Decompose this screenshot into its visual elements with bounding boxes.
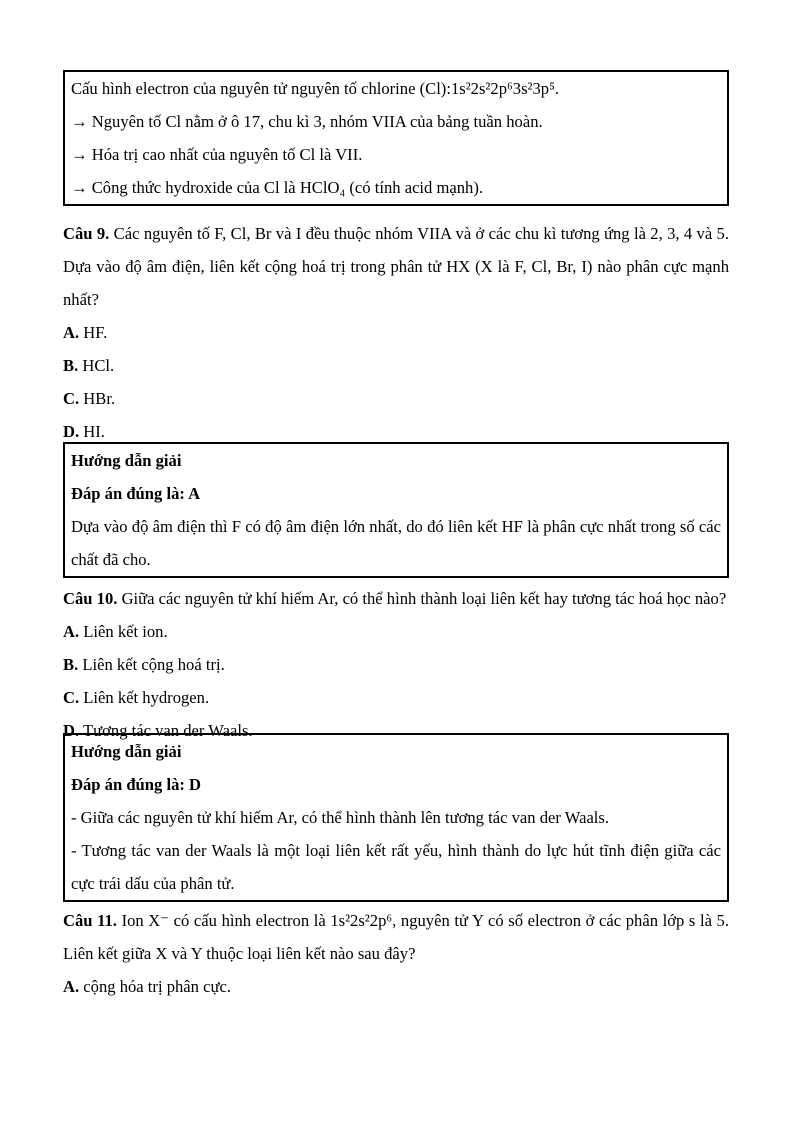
intro-line-3: → Hóa trị cao nhất của nguyên tố Cl là VII. (71, 145, 363, 164)
option-text: cộng hóa trị phân cực. (83, 977, 231, 996)
question-10-body: Giữa các nguyên tử khí hiếm Ar, có thể hình thành loại liên kết hay tương tác hoá học nào? (121, 589, 727, 608)
question-11-text (63, 904, 729, 970)
option-label: D. (63, 721, 80, 740)
question-9-text (63, 217, 729, 316)
solution-heading: Hướng dẫn giải (71, 742, 182, 761)
question-9-number: Câu 9. (63, 224, 110, 243)
solution-box-question-10 (63, 733, 729, 902)
option-label: A. (63, 977, 80, 996)
option-label: B. (63, 356, 79, 375)
question-9-option-c (63, 382, 729, 415)
option-label: A. (63, 323, 80, 342)
question-9-option-b (63, 349, 729, 382)
option-text: HF. (83, 323, 108, 342)
option-label: D. (63, 422, 80, 441)
question-11-number: Câu 11. (63, 911, 117, 930)
intro-box (63, 70, 729, 206)
correct-answer-line: Đáp án đúng là: D (71, 775, 202, 794)
option-label: B. (63, 655, 79, 674)
intro-line-2: → Nguyên tố Cl nằm ở ô 17, chu kì 3, nhóm VIIA của bảng tuần hoàn. (71, 112, 543, 131)
option-label: C. (63, 389, 80, 408)
intro-line-1: Cấu hình electron của nguyên tử nguyên tố chlorine (Cl):1s²2s²2p⁶3s²3p⁵. (71, 79, 560, 98)
correct-answer-line: Đáp án đúng là: A (71, 484, 201, 503)
solution-explanation-1: - Giữa các nguyên tử khí hiếm Ar, có thể hình thành lên tương tác van der Waals. (71, 808, 610, 827)
option-text: HBr. (83, 389, 116, 408)
option-text: HCl. (82, 356, 115, 375)
solution-heading: Hướng dẫn giải (71, 451, 182, 470)
question-9-option-a (63, 316, 729, 349)
option-text: Tương tác van der Waals. (83, 721, 253, 740)
option-label: C. (63, 688, 80, 707)
question-10-number: Câu 10. (63, 589, 118, 608)
option-text: Liên kết hydrogen. (83, 688, 210, 707)
solution-explanation: Dựa vào độ âm điện thì F có độ âm điện lớn nhất, do đó liên kết HF là phân cực nhất trong số các chất đã cho. (71, 517, 721, 569)
solution-box-question-9 (63, 442, 729, 578)
question-11-body: Ion X⁻ có cấu hình electron là 1s²2s²2p⁶, nguyên tử Y có số electron ở các phân lớp s là 5. Liên kết giữa X và Y thuộc loại liên kết nào sau đây? (63, 911, 729, 963)
question-10-text (63, 582, 729, 615)
option-text: Liên kết ion. (83, 622, 168, 641)
question-11-option-a (63, 970, 729, 1003)
option-text: Liên kết cộng hoá trị. (82, 655, 225, 674)
question-10-option-a (63, 615, 729, 648)
question-10-option-c (63, 681, 729, 714)
question-10-option-b (63, 648, 729, 681)
option-text: HI. (83, 422, 105, 441)
option-label: A. (63, 622, 80, 641)
solution-explanation-2: - Tương tác van der Waals là một loại liên kết rất yếu, hình thành do lực hút tĩnh điện giữa các cực trái dấu của phân tử. (71, 841, 721, 893)
question-9-body: Các nguyên tố F, Cl, Br và I đều thuộc nhóm VIIA và ở các chu kì tương ứng là 2, 3, 4 và 5. Dựa vào độ âm điện, liên kết cộng hoá trị trong phân tử HX (X là F, Cl, Br, I) nào phân cực mạnh nhất? (63, 224, 729, 309)
intro-line-4: → Công thức hydroxide của Cl là HClO₄ (có tính acid mạnh). (71, 178, 484, 197)
